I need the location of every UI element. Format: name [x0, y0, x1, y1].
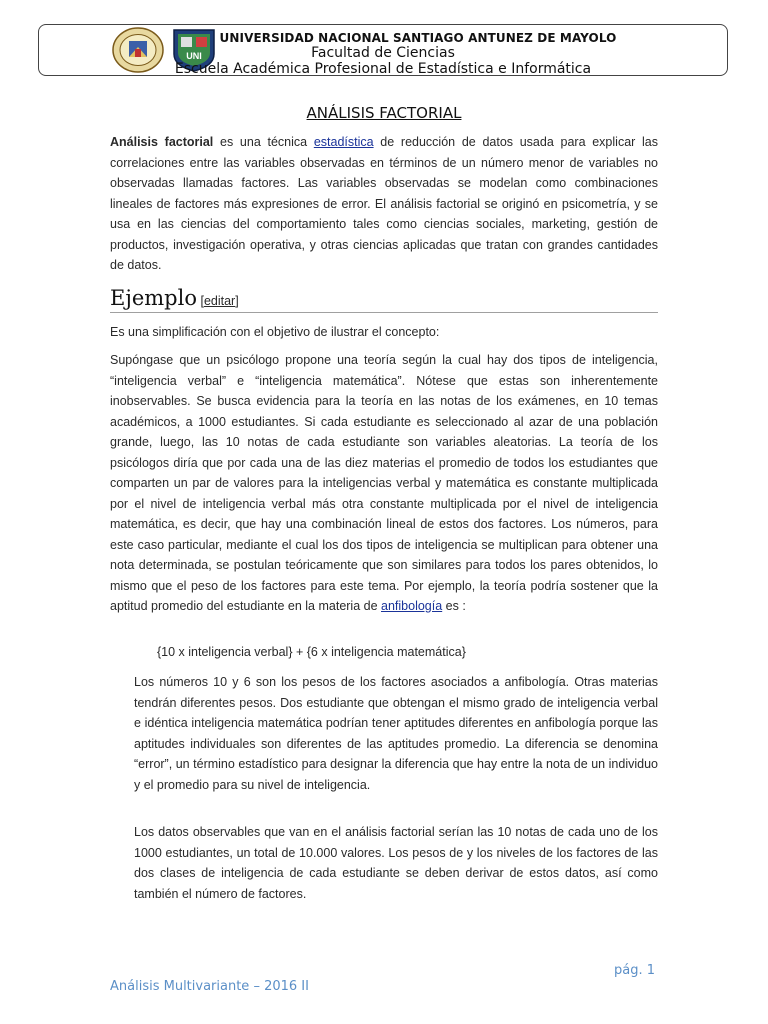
school-name: Escuela Académica Profesional de Estadística e Informática — [174, 61, 592, 77]
section-heading-ejemplo — [110, 286, 658, 313]
formula: {10 x inteligencia verbal} + {6 x inteligencia matemática} — [157, 645, 466, 659]
weights-paragraph: Los números 10 y 6 son los pesos de los factores asociados a anfibología. Otras materias tendrán diferentes pesos. Dos estudiante que obtengan el mismo grado de inteligencia verbal e idéntica inteligencia matemática podrían tener aptitudes diferentes en anfibología porque las aptitudes individuales son diferentes de las aptitudes promedio. La diferencia se denomina “error”, un término estadístico para designar la diferencia que hay entre la nota de un individuo y el promedio para su nivel de inteligencia. — [134, 675, 658, 792]
example-intro-paragraph: Es una simplificación con el objetivo de ilustrar el concepto: — [110, 325, 440, 339]
university-name: UNIVERSIDAD NACIONAL SANTIAGO ANTUNEZ DE MAYOLO — [219, 31, 617, 45]
logo-text: UNI — [186, 51, 202, 61]
edit-bracket-open: [ — [196, 294, 204, 308]
example-main-text: Supóngase que un psicólogo propone una teoría según la cual hay dos tipos de inteligencia, “inteligencia verbal” e “inteligencia matemática”. Nótese que estas son inherentemente inobservables. Se busca evidencia para la teoría en las notas de los exámenes, en 10 temas académicos, a 1000 estudiantes. Si cada estudiante es seleccionado al azar de una población grande, luego, las 10 notas de cada estudiante son variables aleatorias. La teoría de los psicólogos diría que por cada una de las diez materias el promedio de todos los estudiantes que comparten un par de valores para la inteligencias verbal y matemática es constante multiplicada por el nivel de inteligencia verbal más otra constante multiplicada por el nivel de inteligencia matemática, es decir, que hay una combinación lineal de estos dos factores. Los números, para este caso particular, mediante el cual los dos tipos de inteligencia se multiplican para obtener una nota determinada, se postulan teóricamente que son similares para todos los pares obtenidos, lo mismo que el peso de los factores para este tema. Por ejemplo, la teoría podría sostener que la aptitud promedio del estudiante en la materia de — [110, 353, 658, 613]
document-header — [38, 24, 728, 76]
section-title: Ejemplo — [110, 286, 197, 310]
example-main-tail: es : — [442, 599, 466, 613]
footer-text: Análisis Multivariante – 2016 II — [110, 979, 309, 994]
edit-bracket-close: ] — [235, 294, 239, 308]
page-number: pág. 1 — [614, 963, 656, 978]
intro-text-b: de reducción de datos usada para explicar las correlaciones entre las variables observadas en términos de un número menor de variables no observadas llamadas factores. Las variables observadas se modelan como combinaciones lineales de factores más expresiones de error. El análisis factorial se originó en psicometría, y se usa en las ciencias del comportamiento tales como ciencias sociales, marketing, gestión de productos, investigación operativa, y otras ciencias aplicadas que tratan con grandes cantidades de datos. — [110, 135, 658, 272]
faculty-name: Facultad de Ciencias — [311, 45, 455, 61]
link-anfibologia[interactable]: anfibología — [381, 599, 443, 613]
data-paragraph: Los datos observables que van en el análisis factorial serían las 10 notas de cada uno de los 1000 estudiantes, un total de 10.000 valores. Los pesos de y los niveles de los factores de las dos clases de inteligencia de cada estudiante se deben derivar de estos datos, así como también el número de factores. — [134, 825, 658, 901]
edit-link[interactable]: editar — [203, 294, 236, 308]
link-estadistica[interactable]: estadística — [313, 135, 374, 149]
intro-text-a: es una técnica — [213, 135, 314, 149]
intro-bold-term: Análisis factorial — [110, 135, 214, 149]
example-main-paragraph — [110, 350, 658, 617]
document-title: ANÁLISIS FACTORIAL — [306, 104, 462, 122]
intro-paragraph — [110, 132, 658, 276]
